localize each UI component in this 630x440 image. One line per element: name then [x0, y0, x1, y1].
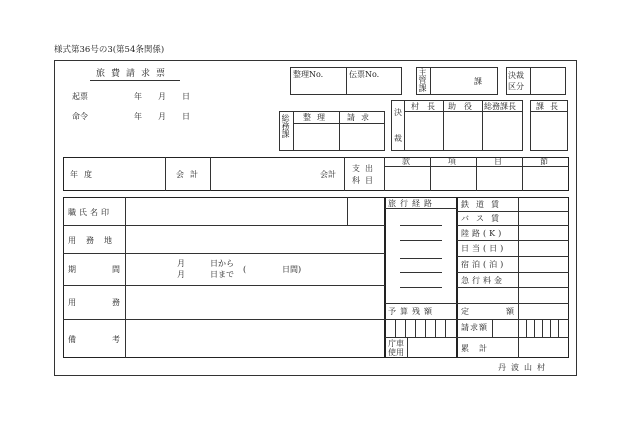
chosha-label-1: 庁車	[388, 339, 404, 348]
kaikei-label: 会計	[176, 170, 204, 179]
meirei-year: 年	[134, 112, 142, 121]
expense-bus: バス賃	[461, 214, 506, 223]
seiri-label: 整理	[303, 113, 331, 122]
gaku-label: 額	[506, 307, 514, 316]
approver-somu-kacho: 総務課長	[484, 102, 516, 111]
meirei-label: 命令	[72, 112, 88, 121]
expense-nitto: 日当(日)	[461, 244, 507, 253]
shishutsu-label-1: 支出	[352, 164, 378, 173]
seikyu-gaku-label: 請求額	[461, 323, 488, 332]
expense-shukuhaku: 宿泊(泊)	[461, 260, 507, 269]
expense-tetsudo: 鉄道賃	[461, 200, 506, 209]
seiri-no-label: 整理No.	[293, 70, 324, 79]
period-month-2: 月	[177, 270, 185, 279]
period-paren-open: (	[243, 265, 247, 274]
kikan-label-2: 間	[112, 265, 120, 274]
shokushimei-label: 職氏名印	[68, 208, 112, 217]
yomu-label-2: 務	[112, 298, 120, 307]
ka-label: 課	[474, 77, 482, 86]
kisou-month: 月	[158, 92, 166, 101]
kessai-kubun-label-2: 区分	[508, 82, 524, 91]
shishutsu-label-2: 科目	[352, 176, 378, 185]
tei-label: 定	[461, 307, 469, 316]
nendo-label: 年度	[70, 170, 98, 179]
footer-village: 丹波山村	[498, 363, 550, 372]
kacho-label: 課長	[536, 102, 564, 111]
kessai-kubun-label-1: 決裁	[508, 71, 524, 80]
meirei-day: 日	[182, 112, 190, 121]
kisou-year: 年	[134, 92, 142, 101]
kikan-label-1: 期	[68, 265, 76, 274]
somuka-label: 総務課	[281, 114, 290, 138]
kisou-label: 起票	[72, 92, 88, 101]
approver-joyaku: 助役	[448, 102, 480, 111]
period-to: 日まで	[210, 270, 234, 279]
form-number-note: 様式第36号の3(第54条関係)	[54, 45, 165, 55]
kaikei-suffix: 会計	[320, 170, 336, 179]
meirei-month: 月	[158, 112, 166, 121]
expense-rikuro: 陸路(K)	[461, 229, 505, 238]
form-title: 旅費請求票	[96, 69, 172, 79]
chosha-label-2: 使用	[388, 348, 404, 357]
kisou-day: 日	[182, 92, 190, 101]
ryoko-keiro-label: 旅行経路	[388, 199, 436, 208]
biko-label-1: 備	[68, 335, 76, 344]
shukan-ka-box	[416, 67, 498, 95]
expense-kyuko: 急行料金	[461, 276, 505, 285]
biko-label-2: 考	[112, 335, 120, 344]
moku-label: 目	[494, 157, 502, 166]
shukan-ka-label: 主管課	[418, 68, 427, 92]
seikyu-label: 請求	[347, 113, 375, 122]
ruikei-label: 累計	[461, 344, 497, 353]
yosan-zangaku-label: 予算残額	[388, 307, 436, 316]
period-from: 日から	[210, 259, 234, 268]
period-days: 日間)	[282, 265, 302, 274]
yomuchi-label: 用務地	[68, 236, 122, 245]
ko-label: 項	[448, 157, 456, 166]
period-month-1: 月	[177, 259, 185, 268]
approver-soncho: 村長	[411, 102, 443, 111]
setsu-label: 節	[540, 157, 548, 166]
kessai-label-2: 裁	[394, 134, 402, 143]
yomu-label-1: 用	[68, 298, 76, 307]
kan-label: 款	[402, 157, 410, 166]
denpyo-no-label: 伝票No.	[349, 70, 380, 79]
kessai-label-1: 決	[394, 108, 402, 117]
